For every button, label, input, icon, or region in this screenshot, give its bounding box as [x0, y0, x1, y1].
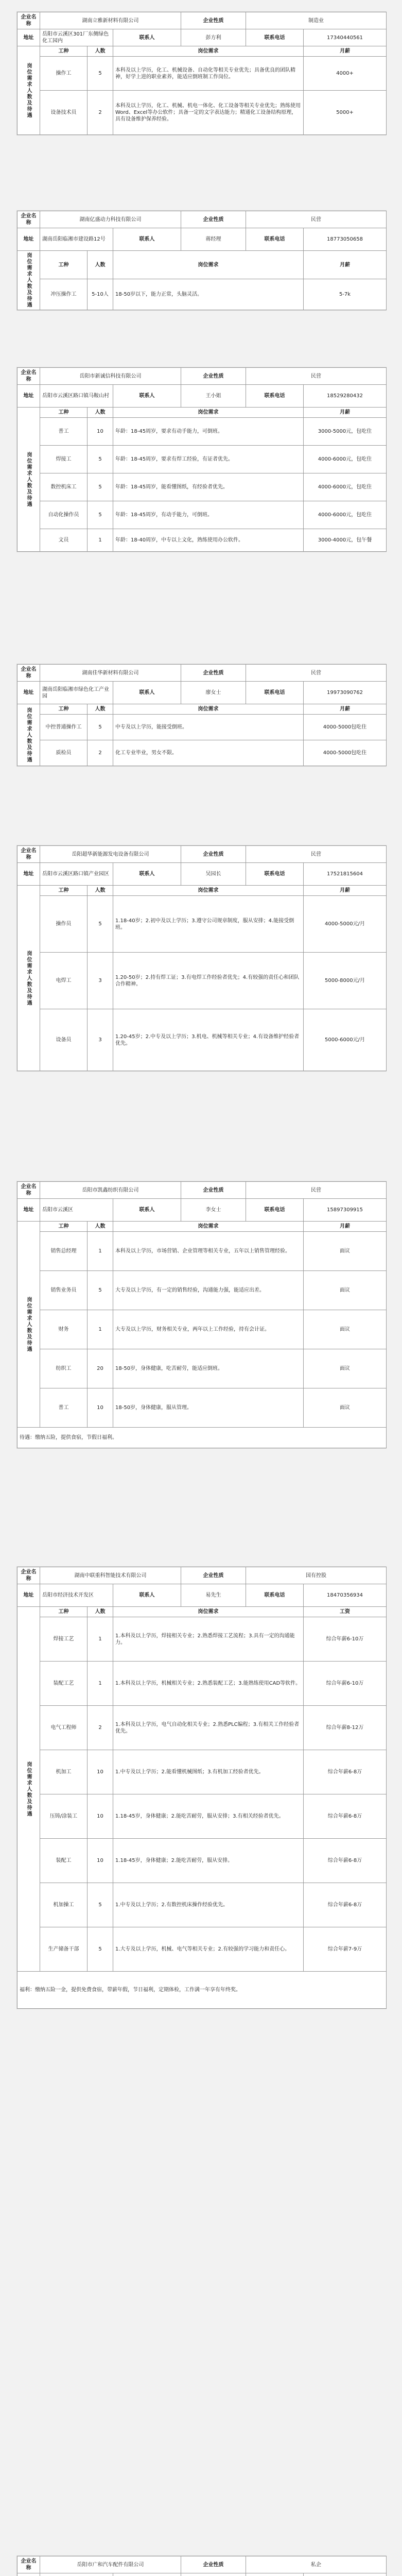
company-nature: 制造业 [246, 12, 387, 29]
contact-person [181, 2573, 246, 2576]
contact-phone: 17521815604 [304, 863, 387, 886]
company-name: 湖南中联重科智能技术有限公司 [40, 1567, 181, 1584]
contact-phone: 17340440561 [304, 29, 387, 46]
contact-phone: 18773050658 [304, 228, 387, 251]
company-address: 湖南岳阳临湘市建设路12号 [40, 228, 113, 251]
company-name: 岳阳市凯鑫纺织有限公司 [40, 1182, 181, 1199]
benefits-note: 福利：缴纳五险一金，提供免费食宿，带薪年假，节日福利，定期体检，工作满一年享有年终奖。 [18, 1972, 387, 2009]
company-card-1 [16, 11, 387, 135]
company-nature: 民营 [246, 211, 387, 228]
company-nature: 民营 [246, 846, 387, 863]
contact-phone: 18529280432 [304, 385, 387, 408]
company-name: 湖南佳华新材料有限公司 [40, 665, 181, 682]
company-name: 湖南立雅新材料有限公司 [40, 12, 181, 29]
contact-phone [304, 2573, 387, 2576]
contact-person: 王小姐 [181, 385, 246, 408]
company-card-2: 企业名称 湖南亿盛动力科技有限公司 企业性质 民营 地址 湖南岳阳临湘市建设路12号 联系人 蒋经理 联系电话 18773050658 岗位需求人数及待遇 工种 人数 岗位需求 月薪 冲压操作工 5-10人 18-50岁以下，能力正常，头脑灵活。 5-7k [16, 210, 387, 311]
company-address: 岳阳市云溪区301厂东侧绿色化工园内 [40, 29, 113, 46]
contact-phone: 19973090762 [304, 682, 387, 704]
benefits-note: 待遇：缴纳五险，提供食宿，节假日福利。 [18, 1428, 387, 1448]
company-address: 湖南岳阳临湘市绿色化工产业园 [40, 682, 113, 704]
contact-person: 彭方利 [181, 29, 246, 46]
company-name: 岳阳市新诚信科技有限公司 [40, 368, 181, 385]
company-nature: 民营 [246, 1182, 387, 1199]
company-address [40, 2573, 113, 2576]
jobs-header-row: 岗位需求人数及待遇 工种 人数 岗位需求 月薪 [18, 46, 387, 57]
address-row: 地址 岳阳市云溪区301厂东侧绿色化工园内 联系人 彭方利 联系电话 17340440561 [18, 29, 387, 46]
contact-phone: 15897309915 [304, 1199, 387, 1222]
company-address: 岳阳市云溪区路口镇马鞍山村 [40, 385, 113, 408]
company-address: 岳阳市云溪区路口镇产业园区 [40, 863, 113, 886]
contact-person: 蒋经理 [181, 228, 246, 251]
job-row: 操作工 5 本科及以上学历，化工、机械设备、自动化等相关专业优先；具备优良的团队精神，好学上进的职业素养，能适应倒班制工作岗位。 4000+ [18, 57, 387, 91]
company-name: 湖南亿盛动力科技有限公司 [40, 211, 181, 228]
company-card-3: 企业名称 岳阳市新诚信科技有限公司 企业性质 民营 地址 岳阳市云溪区路口镇马鞍山村 联系人 王小姐 联系电话 18529280432 岗位需求人数及待遇 工种 人数 岗位需求 月薪 普工 10 年龄：18-45周岁，要求有动手能力，可倒班。 3000-5000元，包吃住 焊接工 5 年龄：18-45周岁，要求有焊工经验，有证者优先。 4000-6000元，包吃住 数控机床工 5 年龄：18-45周岁，能看懂图纸，有经验者优先。 4000-6000元，包吃住 自动化操作员 5 年龄：18-45周岁，有动手能力，可倒班。 4000-6000元，包吃住 文员 1 年龄：18-40周岁，中专以上文化，熟练使用办公软件。 3000-4000元，包午餐 [16, 367, 387, 552]
company-address: 岳阳市云溪区 [40, 1199, 113, 1222]
company-card-4: 企业名称 湖南佳华新材料有限公司 企业性质 民营 地址 湖南岳阳临湘市绿色化工产业园 联系人 廖女士 联系电话 19973090762 岗位需求人数及待遇 工种 人数 岗位需求 月薪 中控普通操作工 5 中专及以上学历，能接受倒班。 4000-5000包吃住 质检员 2 化工专业毕业，男女不限。 4000-5000包吃住 [16, 664, 387, 767]
company-card-8: 企业名称 岳阳市广和汽车配件有限公司 企业性质 私企 [16, 2555, 387, 2576]
contact-person: 吴园长 [181, 863, 246, 886]
contact-phone: 18470356934 [304, 1584, 387, 1607]
company-nature: 国有控股 [246, 1567, 387, 1584]
company-row: 企业名称 湖南立雅新材料有限公司 企业性质 制造业 [18, 12, 387, 29]
contact-person: 李女士 [181, 1199, 246, 1222]
contact-person: 易先生 [181, 1584, 246, 1607]
company-card-6: 企业名称 岳阳市凯鑫纺织有限公司 企业性质 民营 地址 岳阳市云溪区 联系人 李女士 联系电话 15897309915 岗位需求人数及待遇 工种 人数 岗位需求 月薪 销售总经理 1 本科及以上学历，市场营销、企业管理等相关专业，五年以上销售管理经验。 面议 销售业务员 5 大专及以上学历，有一定的销售经验，沟通能力强，能适应出差。 面议 财务 1 大专及以上学历，财务相关专业，两年以上工作经验，持有会计证。 面议 纺织工 20 18-50岁，身体健康，吃苦耐劳，能适应倒班。 面议 普工 10 18-50岁，身体健康，服从管理。 面议 待遇：缴纳五险，提供食宿，节假日福利。 [16, 1181, 387, 1449]
company-card-7: 企业名称 湖南中联重科智能技术有限公司 企业性质 国有控股 地址 岳阳市经济技术开发区 联系人 易先生 联系电话 18470356934 岗位需求人数及待遇 工种 人数 岗位需求 工资 焊接工艺 1 1.本科及以上学历，焊接相关专业；2.熟悉焊接工艺流程；3.具有一定的沟通能力。 综合年薪6-10万 装配工艺 1 1.本科及以上学历，机械相关专业；2.熟悉装配工艺；3.能熟练使用CAD等软件。 综合年薪6-10万 电气工程师 2 1.本科及以上学历，电气自动化相关专业；2.熟悉PLC编程；3.有相关工作经验者优先。 综合年薪8-12万 机加工 10 1.中专及以上学历；2.能看懂机械图纸；3.有机加工经验者优先。 综合年薪6-8万 压铸/涂装工 10 1.18-45岁，身体健康；2.能吃苦耐劳，服从安排；3.有相关经验者优先。 综合年薪6-8万 装配工 10 1.18-45岁，身体健康；2.能吃苦耐劳，服从安排。 综合年薪6-8万 机加操工 5 1.中专及以上学历；2.有数控机床操作经验优先。 综合年薪6-8万 生产储备干部 5 1.大专及以上学历，机械、电气等相关专业；2.有较强的学习能力和责任心。 综合年薪7-9万 福利：缴纳五险一金，提供免费食宿，带薪年假，节日福利，定期体检，工作满一年享有年终奖。 [16, 1566, 387, 2009]
company-card-5: 企业名称 岳阳超华新能源发电设备有限公司 企业性质 民营 地址 岳阳市云溪区路口镇产业园区 联系人 吴园长 联系电话 17521815604 岗位需求人数及待遇 工种 人数 岗位需求 月薪 操作员 5 1.18-40岁；2.初中及以上学历；3.遵守公司规章制度，服从安排；4.能接受倒班。 4000-5000元/月 电焊工 3 1.20-50岁；2.持有焊工证；3.有电焊工作经验者优先；4.有较强的责任心和团队合作精神。 5000-8000元/月 设备员 3 1.20-45岁；2.中专及以上学历；3.机电、机械等相关专业；4.有设备维护经验者优先。 5000-6000元/月 [16, 845, 387, 1072]
contact-person: 廖女士 [181, 682, 246, 704]
company-nature: 私企 [246, 2556, 387, 2573]
company-name: 岳阳超华新能源发电设备有限公司 [40, 846, 181, 863]
company-name: 岳阳市广和汽车配件有限公司 [40, 2556, 181, 2573]
job-row: 设备技术员 2 本科及以上学历，化工、机械、机电一体化、化工设备等相关专业优先；熟练使用Word、Excel等办公软件；具备一定的文字表达能力；精通化工设备结构原理，具有设备维护保养经验。 5000+ [18, 91, 387, 135]
company-address: 岳阳市经济技术开发区 [40, 1584, 113, 1607]
company-nature: 民营 [246, 368, 387, 385]
company-nature: 民营 [246, 665, 387, 682]
